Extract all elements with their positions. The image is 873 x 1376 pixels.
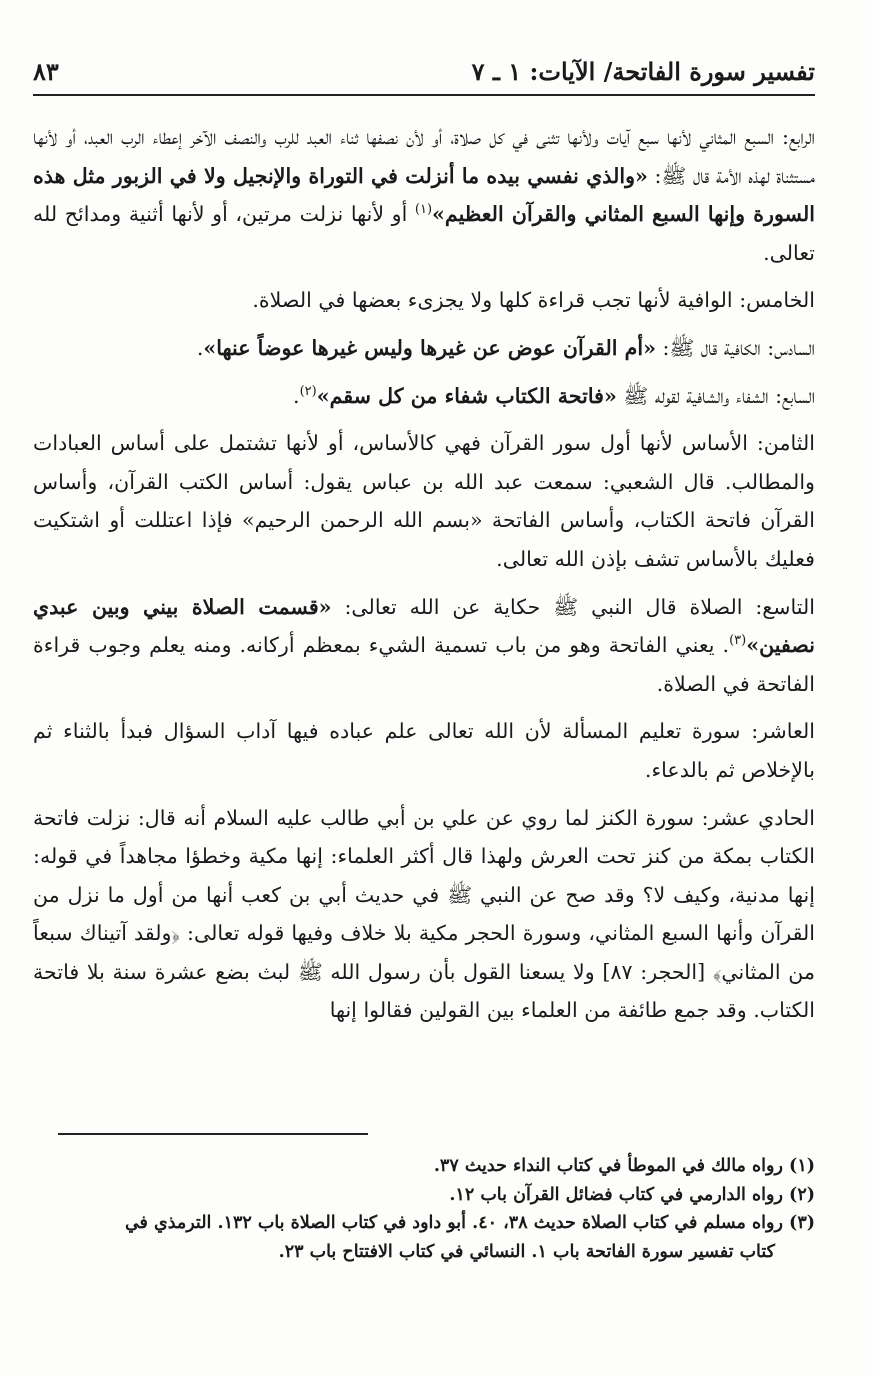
text-run: الثامن: الأساس لأنها أول سور القرآن فهي كالأساس، أو لأنها تشتمل على أساس العبادات والمطالب. قال الشعبي: سمعت عبد الله بن عباس يقول: أساس الكتب القرآن، وأساس القرآن فاتحة الكتاب، وأساس الفاتحة «بسم الله الرحمن الرحيم» فإذا اعتللت أو اشتكيت فعليك بالأساس تشف بإذن الله تعالى. xyxy=(33,431,815,571)
text-run: . xyxy=(196,335,204,360)
paragraph xyxy=(33,281,815,320)
text-run: الرابع: السبع المثاني لأنها سبع آيات ولأنها تثنى في كل صلاة، أو لأن نصفها ثناء العبد للرب والنصف الآخر إعطاء الرب العبد، أو لأنها مستثناة لهذه الأمة قال ﷺ: xyxy=(33,125,815,188)
text-run: الخامس: الوافية لأنها تجب قراءة كلها ولا يجزىء بعضها في الصلاة. xyxy=(252,288,815,313)
footnote-separator xyxy=(58,1133,368,1135)
footnote-ref: (٢) xyxy=(299,383,317,399)
text-run: . يعني الفاتحة وهو من باب تسمية الشيء بمعظم أركانه. ومنه يعلم وجوب قراءة الفاتحة في الصلاة. xyxy=(33,633,815,696)
text-run: العاشر: سورة تعليم المسألة لأن الله تعالى علم عباده فيها آداب السؤال فبدأ بالثناء ثم بالإخلاص ثم بالدعاء. xyxy=(33,719,815,782)
footnote-ref: (١) xyxy=(414,202,433,218)
text-run: أو لأنها نزلت مرتين، أو لأنها أثنية ومدائح لله تعالى. xyxy=(33,202,815,265)
page-number: ٨٣ xyxy=(33,57,59,86)
running-header xyxy=(33,52,815,96)
footnote-ref: (٣) xyxy=(729,633,747,649)
hadith-quote: «قسمت الصلاة بيني وبين عبدي نصفين» xyxy=(33,594,815,658)
text-run: السابع: الشفاء والشافية لقوله ﷺ xyxy=(616,383,815,408)
paragraph xyxy=(33,424,815,578)
footnotes xyxy=(33,1152,815,1266)
footnote-3-continuation: كتاب تفسير سورة الفاتحة باب ١. النسائي في كتاب الافتتاح باب ٢٣. xyxy=(278,1241,775,1262)
hadith-quote: «أم القرآن عوض عن غيرها وليس غيرها عوضاً عنها» xyxy=(203,335,656,360)
text-run: . xyxy=(293,383,300,408)
paragraph xyxy=(33,377,815,416)
paragraph xyxy=(33,329,815,368)
text-run: التاسع: الصلاة قال النبي ﷺ حكاية عن الله تعالى: xyxy=(331,594,815,619)
header-title: تفسير سورة الفاتحة/ الآيات: ١ ـ ٧ xyxy=(471,57,815,86)
footnote-1: (١) رواه مالك في الموطأ في كتاب النداء حديث ٣٧. xyxy=(433,1156,815,1176)
footnote-2: (٢) رواه الدارمي في كتاب فضائل القرآن باب ١٢. xyxy=(449,1184,815,1205)
paragraph xyxy=(33,588,815,704)
hadith-quote: «والذي نفسي بيده ما أنزلت في التوراة والإنجيل ولا في الزبور مثل هذه السورة وإنها السبع المثاني والقرآن العظيم» xyxy=(33,163,815,227)
footnote-3: (٣) رواه مسلم في كتاب الصلاة حديث ٣٨، ٤٠. أبو داود في كتاب الصلاة باب ١٣٢. الترمذي في xyxy=(124,1213,815,1233)
hadith-quote: «فاتحة الكتاب شفاء من كل سقم» xyxy=(316,383,617,408)
paragraph xyxy=(33,118,815,272)
text-run: الحادي عشر: سورة الكنز لما روي عن علي بن أبي طالب عليه السلام أنه قال: نزلت فاتحة الكتاب بمكة من كنز تحت العرش ولهذا قال أكثر العلماء: إنها مكية وخطؤا مجاهداً في قوله: إنها مدنية، وكيف لا؟ وقد صح عن النبي ﷺ في حديث أبي بن كعب أنها من أول ما نزل من القرآن وأنها السبع المثاني، وسورة الحجر مكية بلا خلاف وفيها قوله تعالى: ﴿ولقد آتيناك سبعاً من المثاني﴾ [الحجر: ٨٧] ولا يسعنا القول بأن رسول الله ﷺ لبث بضع عشرة سنة بلا فاتحة الكتاب. وقد جمع طائفة من العلماء بين القولين فقالوا إنها xyxy=(33,805,815,1023)
body-text xyxy=(33,118,815,1039)
text-run: السادس: الكافية قال ﷺ: xyxy=(655,335,815,360)
paragraph xyxy=(33,712,815,789)
paragraph xyxy=(33,799,815,1031)
